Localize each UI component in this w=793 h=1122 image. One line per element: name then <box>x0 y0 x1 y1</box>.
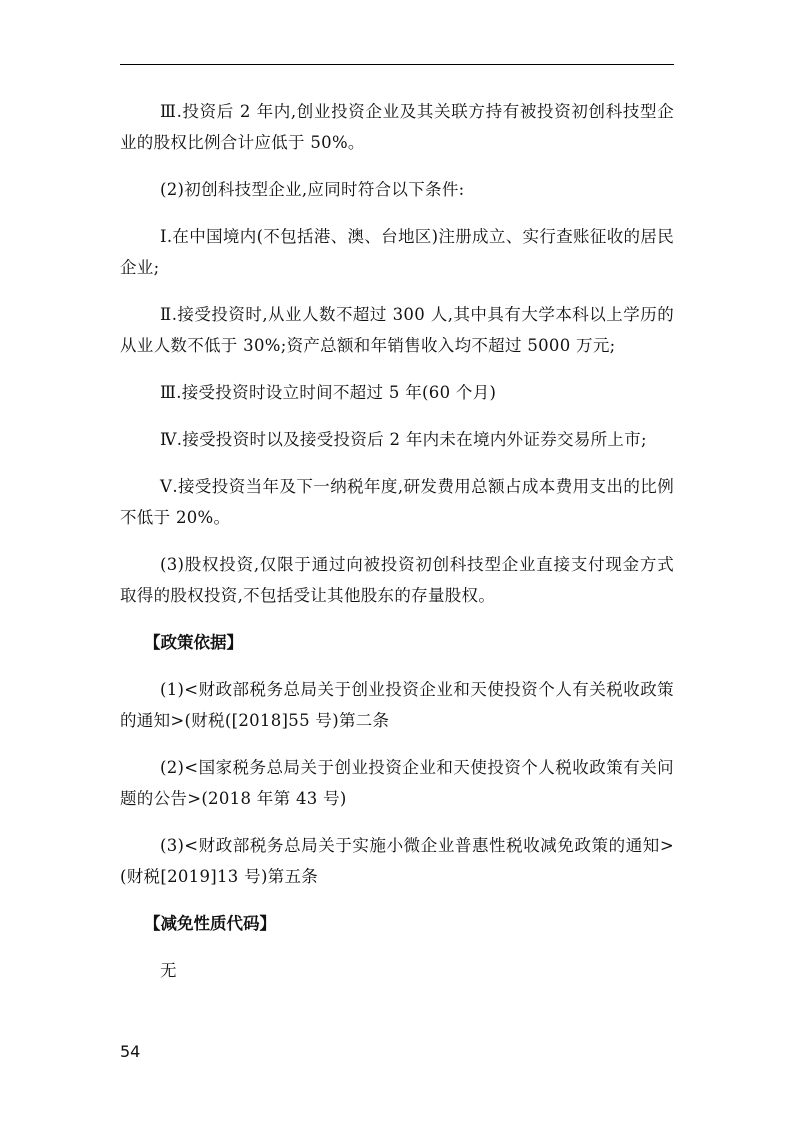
exemption-code-value: 无 <box>160 961 177 980</box>
policy-item: (1)<财政部税务总局关于创业投资企业和天使投资个人有关税收政策的通知>(财税([2018]55 号)第二条 <box>120 680 674 730</box>
page-body <box>120 96 674 1002</box>
paragraph: Ⅰ.在中国境内(不包括港、澳、台地区)注册成立、实行查账征收的居民企业; <box>120 227 674 277</box>
policy-basis-heading: 【政策依据】 <box>144 633 243 652</box>
header-rule <box>120 64 674 65</box>
paragraph: Ⅳ.接受投资时以及接受投资后 2 年内未在境内外证券交易所上市; <box>160 430 647 449</box>
policy-item: (2)<国家税务总局关于创业投资企业和天使投资个人税收政策有关问题的公告>(2018 年第 43 号) <box>120 758 674 808</box>
paragraph: (2)初创科技型企业,应同时符合以下条件: <box>160 180 465 199</box>
paragraph: Ⅴ.接受投资当年及下一纳税年度,研发费用总额占成本费用支出的比例不低于 20%。 <box>120 477 674 527</box>
paragraph: Ⅲ.投资后 2 年内,创业投资企业及其关联方持有被投资初创科技型企业的股权比例合计应低于 50%。 <box>120 102 674 152</box>
policy-item: (3)<财政部税务总局关于实施小微企业普惠性税收减免政策的通知>(财税[2019]13 号)第五条 <box>120 836 674 886</box>
exemption-code-heading: 【减免性质代码】 <box>144 914 276 933</box>
paragraph: Ⅲ.接受投资时设立时间不超过 5 年(60 个月) <box>160 383 497 402</box>
paragraph: (3)股权投资,仅限于通过向被投资初创科技型企业直接支付现金方式取得的股权投资,不包括受让其他股东的存量股权。 <box>120 555 674 605</box>
paragraph: Ⅱ.接受投资时,从业人数不超过 300 人,其中具有大学本科以上学历的从业人数不低于 30%;资产总额和年销售收入均不超过 5000 万元; <box>120 305 674 355</box>
page-number: 54 <box>120 1042 141 1061</box>
